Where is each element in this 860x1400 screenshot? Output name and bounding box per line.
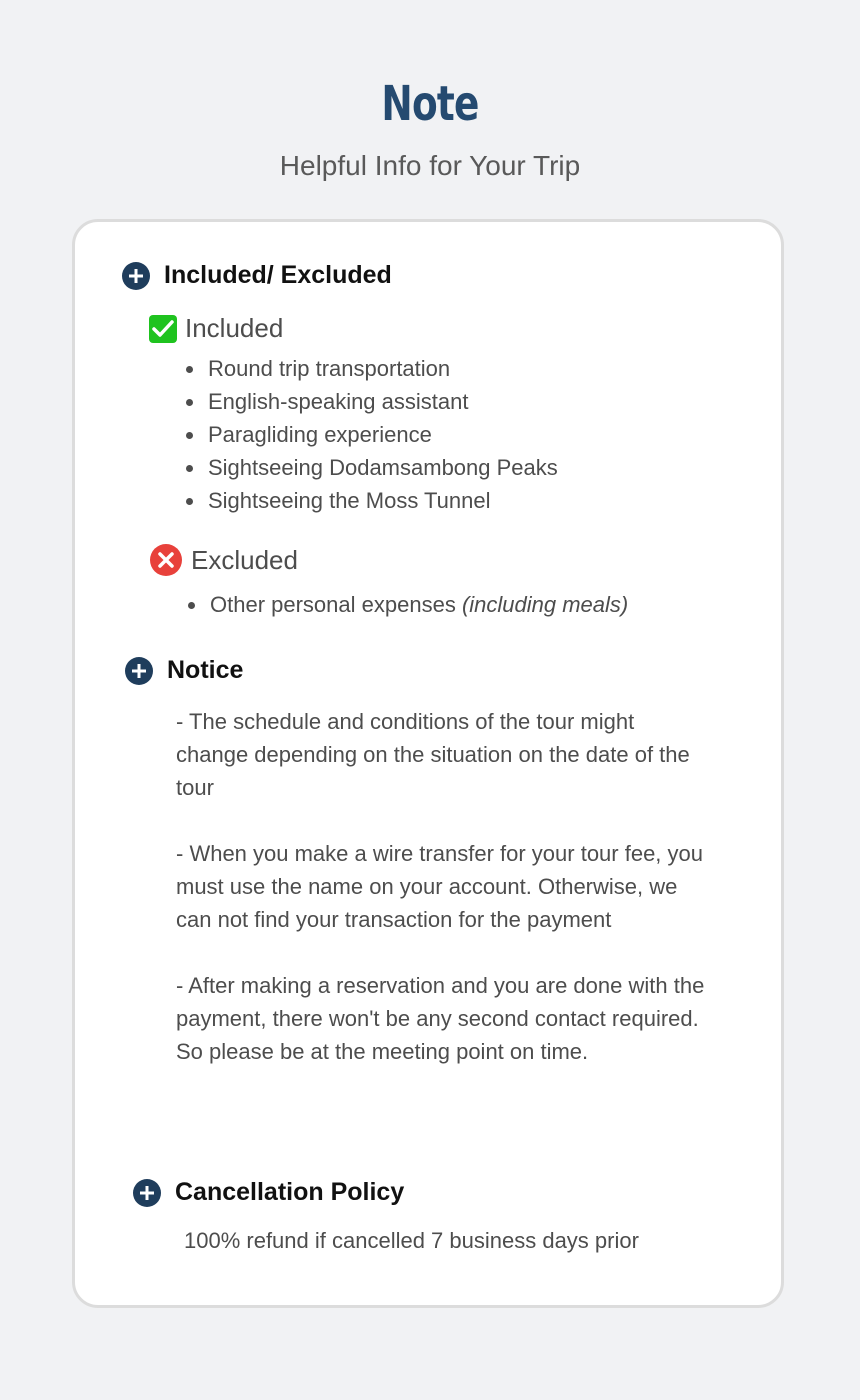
- list-item: Paragliding experience: [186, 418, 558, 451]
- plus-circle-icon[interactable]: [133, 1179, 161, 1207]
- excluded-list: [188, 588, 628, 621]
- included-subheader: [149, 313, 283, 344]
- page-subtitle: Helpful Info for Your Trip: [279, 150, 581, 181]
- section-cancellation-title: Cancellation Policy: [175, 1178, 405, 1206]
- list-item: [188, 588, 628, 621]
- notice-paragraph: - After making a reservation and you are done with the payment, there won't be any second contact required. So please be at the meeting point on time.: [176, 973, 705, 1064]
- plus-circle-icon[interactable]: [125, 657, 153, 685]
- section-included-excluded-title: Included/ Excluded: [164, 261, 392, 289]
- cancellation-text: 100% refund if cancelled 7 business days prior: [184, 1228, 639, 1253]
- excluded-item-text: Other personal expenses: [210, 592, 456, 617]
- plus-circle-icon[interactable]: [122, 262, 150, 290]
- list-item: English-speaking assistant: [186, 385, 558, 418]
- section-included-excluded-header[interactable]: [122, 261, 392, 290]
- section-notice-title: Notice: [167, 656, 244, 684]
- page-title: Note: [381, 76, 479, 132]
- section-cancellation-header[interactable]: [133, 1178, 404, 1207]
- list-item: Sightseeing the Moss Tunnel: [186, 484, 558, 517]
- excluded-subheader: [150, 544, 298, 576]
- included-label: Included: [185, 313, 284, 343]
- included-list: [186, 352, 558, 517]
- notice-paragraph: - When you make a wire transfer for your tour fee, you must use the name on your account. Otherwise, we can not find your transaction for the payment: [176, 841, 704, 932]
- excluded-item-note: (including meals): [461, 592, 629, 617]
- info-card: [72, 219, 784, 1308]
- excluded-label: Excluded: [191, 544, 298, 575]
- check-box-icon: [149, 315, 177, 343]
- list-item: Sightseeing Dodamsambong Peaks: [186, 451, 558, 484]
- x-circle-icon: [150, 544, 182, 576]
- list-item: Round trip transportation: [186, 352, 558, 385]
- notice-paragraph: - The schedule and conditions of the tour might change depending on the situation on the date of the tour: [176, 709, 690, 800]
- notice-body: [176, 705, 706, 1068]
- section-notice-header[interactable]: [125, 656, 243, 685]
